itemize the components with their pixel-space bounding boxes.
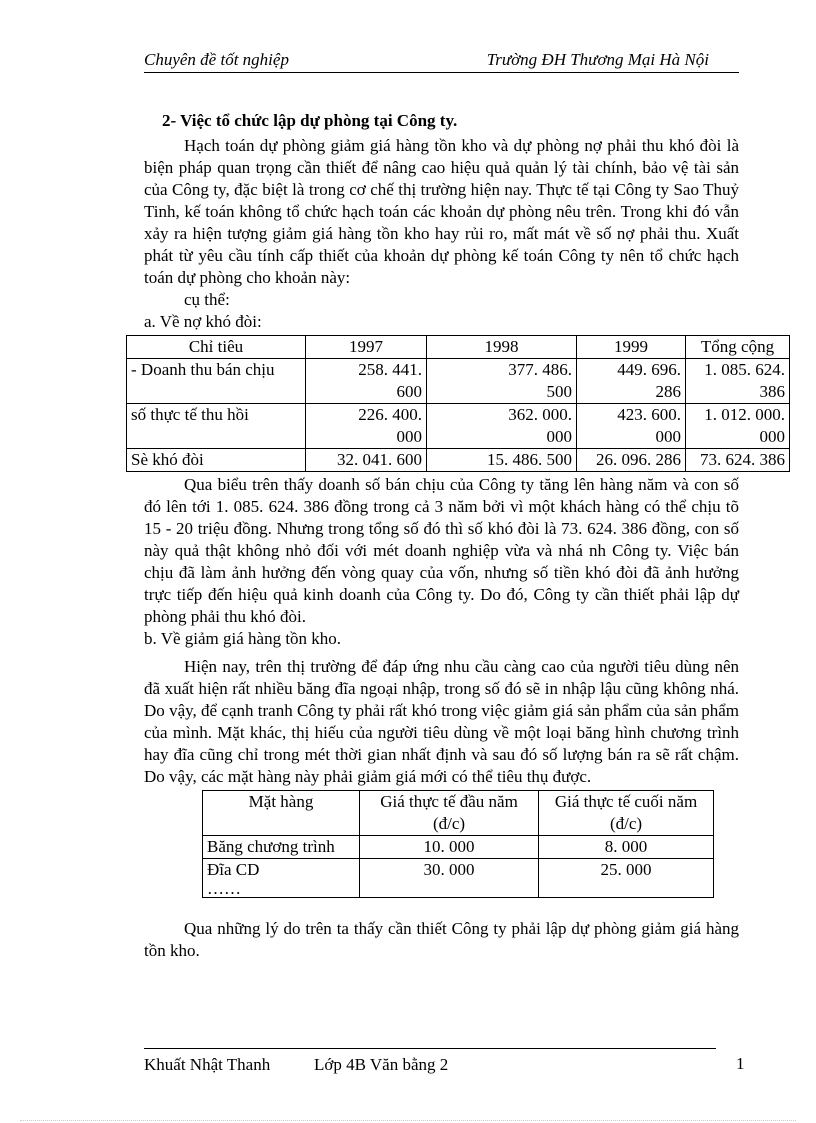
section-title: 2- Việc tổ chức lập dự phòng tại Công ty. xyxy=(162,111,458,130)
table-cell: 258. 441. 600 xyxy=(306,359,427,404)
table-cell: 1. 012. 000. 000 xyxy=(686,404,790,449)
table-cell: 25. 000 xyxy=(539,859,714,882)
bad-debt-table xyxy=(126,335,790,472)
table-row xyxy=(127,359,790,404)
table-header-cell: 1998 xyxy=(427,336,577,359)
row-label: số thực tế thu hồi xyxy=(127,404,306,449)
table-cell: 1. 085. 624. 386 xyxy=(686,359,790,404)
table-cell: 226. 400. 000 xyxy=(306,404,427,449)
page-number: 1 xyxy=(736,1054,745,1073)
table-row xyxy=(127,449,790,472)
table-cell: 26. 096. 286 xyxy=(577,449,686,472)
header-left: Chuyên đề tốt nghiệp xyxy=(144,50,289,69)
table-header-cell: Mặt hàng xyxy=(203,791,360,836)
table-cell: 15. 486. 500 xyxy=(427,449,577,472)
table-header-cell: 1997 xyxy=(306,336,427,359)
table-cell xyxy=(360,881,539,898)
table-cell: Đĩa CD xyxy=(203,859,360,882)
table-cell: 32. 041. 600 xyxy=(306,449,427,472)
inventory-price-table xyxy=(202,790,714,898)
header-right: Trường ĐH Thương Mại Hà Nội xyxy=(486,50,709,69)
table-header-cell: Chỉ tiêu xyxy=(127,336,306,359)
table-row xyxy=(203,881,714,898)
table-header-row xyxy=(203,791,714,836)
page-header xyxy=(144,48,739,73)
document-body xyxy=(131,110,785,962)
table-row xyxy=(127,404,790,449)
page-edge-divider xyxy=(20,1120,796,1121)
table-header-cell: Giá thực tế cuối năm (đ/c) xyxy=(539,791,714,836)
subheading-inventory: b. Về giảm giá hàng tồn kho. xyxy=(144,629,342,648)
table-header-cell: 1999 xyxy=(577,336,686,359)
row-label: - Doanh thu bán chịu xyxy=(127,359,306,404)
table-cell: …… xyxy=(203,881,360,898)
table-cell: 423. 600. 000 xyxy=(577,404,686,449)
paragraph-conclusion: Qua những lý do trên ta thấy cần thiết Công ty phải lập dự phòng giảm giá hàng tồn kho. xyxy=(144,919,739,960)
paragraph-intro-tail: cụ thể: xyxy=(184,290,230,309)
page-footer xyxy=(144,1048,716,1074)
table-cell: 73. 624. 386 xyxy=(686,449,790,472)
table-cell: 449. 696. 286 xyxy=(577,359,686,404)
subheading-bad-debt: a. Về nợ khó đòi: xyxy=(144,312,262,331)
table-cell: 10. 000 xyxy=(360,836,539,859)
table-cell xyxy=(539,881,714,898)
table-cell: Băng chương trình xyxy=(203,836,360,859)
table-header-row xyxy=(127,336,790,359)
paragraph-inventory: Hiện nay, trên thị trường để đáp ứng nhu cầu càng cao của người tiêu dùng nên đã xuất hiện rất nhiều băng đĩa ngoại nhập, trong số đó sẽ in nhập lậu cũng không nhá. Do vậy, để cạnh tranh Công ty phải rất khó trong việc giảm giá sản phẩm của sản phẩm của mình. Mặt khác, thị hiếu của người tiêu dùng về một loại băng hình chương trình hay đĩa cũng chỉ trong mét thời gian nhất định và sau đó số lượng bán ra sẽ rất chậm. Do vậy, các mặt hàng này phải giảm giá mới có thể tiêu thụ được. xyxy=(144,657,739,786)
table-cell: 30. 000 xyxy=(360,859,539,882)
table-cell: 362. 000. 000 xyxy=(427,404,577,449)
table-cell: 8. 000 xyxy=(539,836,714,859)
paragraph-analysis: Qua biểu trên thấy doanh số bán chịu của Công ty tăng lên hàng năm và con số đó lên tới 1. 085. 624. 386 đồng trong cả 3 năm bởi vì một khách hàng có thể chịu tõ 15 - 20 triệu đồng. Nhưng trong tổng số đó thì số khó đòi là 73. 624. 386 đồng, con số này quả thật không nhỏ đối với mét doanh nghiệp vừa và nhá nh Công ty. Việc bán chịu đã làm ảnh hưởng đến vòng quay của vốn, nhưng số tiền khó đòi đã ảnh hưởng trực tiếp đến hiệu quả kinh doanh của Công ty. Do đó, Công ty cần thiết phải lập dự phòng phải thu khó đòi. xyxy=(144,475,739,626)
table-header-cell: Tổng cộng xyxy=(686,336,790,359)
footer-class: Lớp 4B Văn bằng 2 xyxy=(314,1055,449,1074)
table-header-cell: Giá thực tế đầu năm (đ/c) xyxy=(360,791,539,836)
table-cell: 377. 486. 500 xyxy=(427,359,577,404)
footer-author: Khuất Nhật Thanh xyxy=(144,1055,271,1074)
row-label: Sè khó đòi xyxy=(127,449,306,472)
table-row xyxy=(203,859,714,882)
table-row xyxy=(203,836,714,859)
paragraph-intro: Hạch toán dự phòng giảm giá hàng tồn kho và dự phòng nợ phải thu khó đòi là biện pháp quan trọng cần thiết để nâng cao hiệu quả quản lý tài chính, bảo vệ tài sản của Công ty, đặc biệt là trong cơ chế thị trường hiện nay. Thực tế tại Công ty Sao Thuỷ Tinh, kế toán không tổ chức hạch toán các khoản dự phòng nêu trên. Trong khi đó vẫn xảy ra hiện tượng giảm giá hàng tồn kho hay rủi ro, mất mát về số nợ phải thu. Xuất phát từ yêu cầu tính cấp thiết của khoản dự phòng kế toán Công ty nên tổ chức hạch toán dự phòng cho khoản này: xyxy=(144,136,739,287)
